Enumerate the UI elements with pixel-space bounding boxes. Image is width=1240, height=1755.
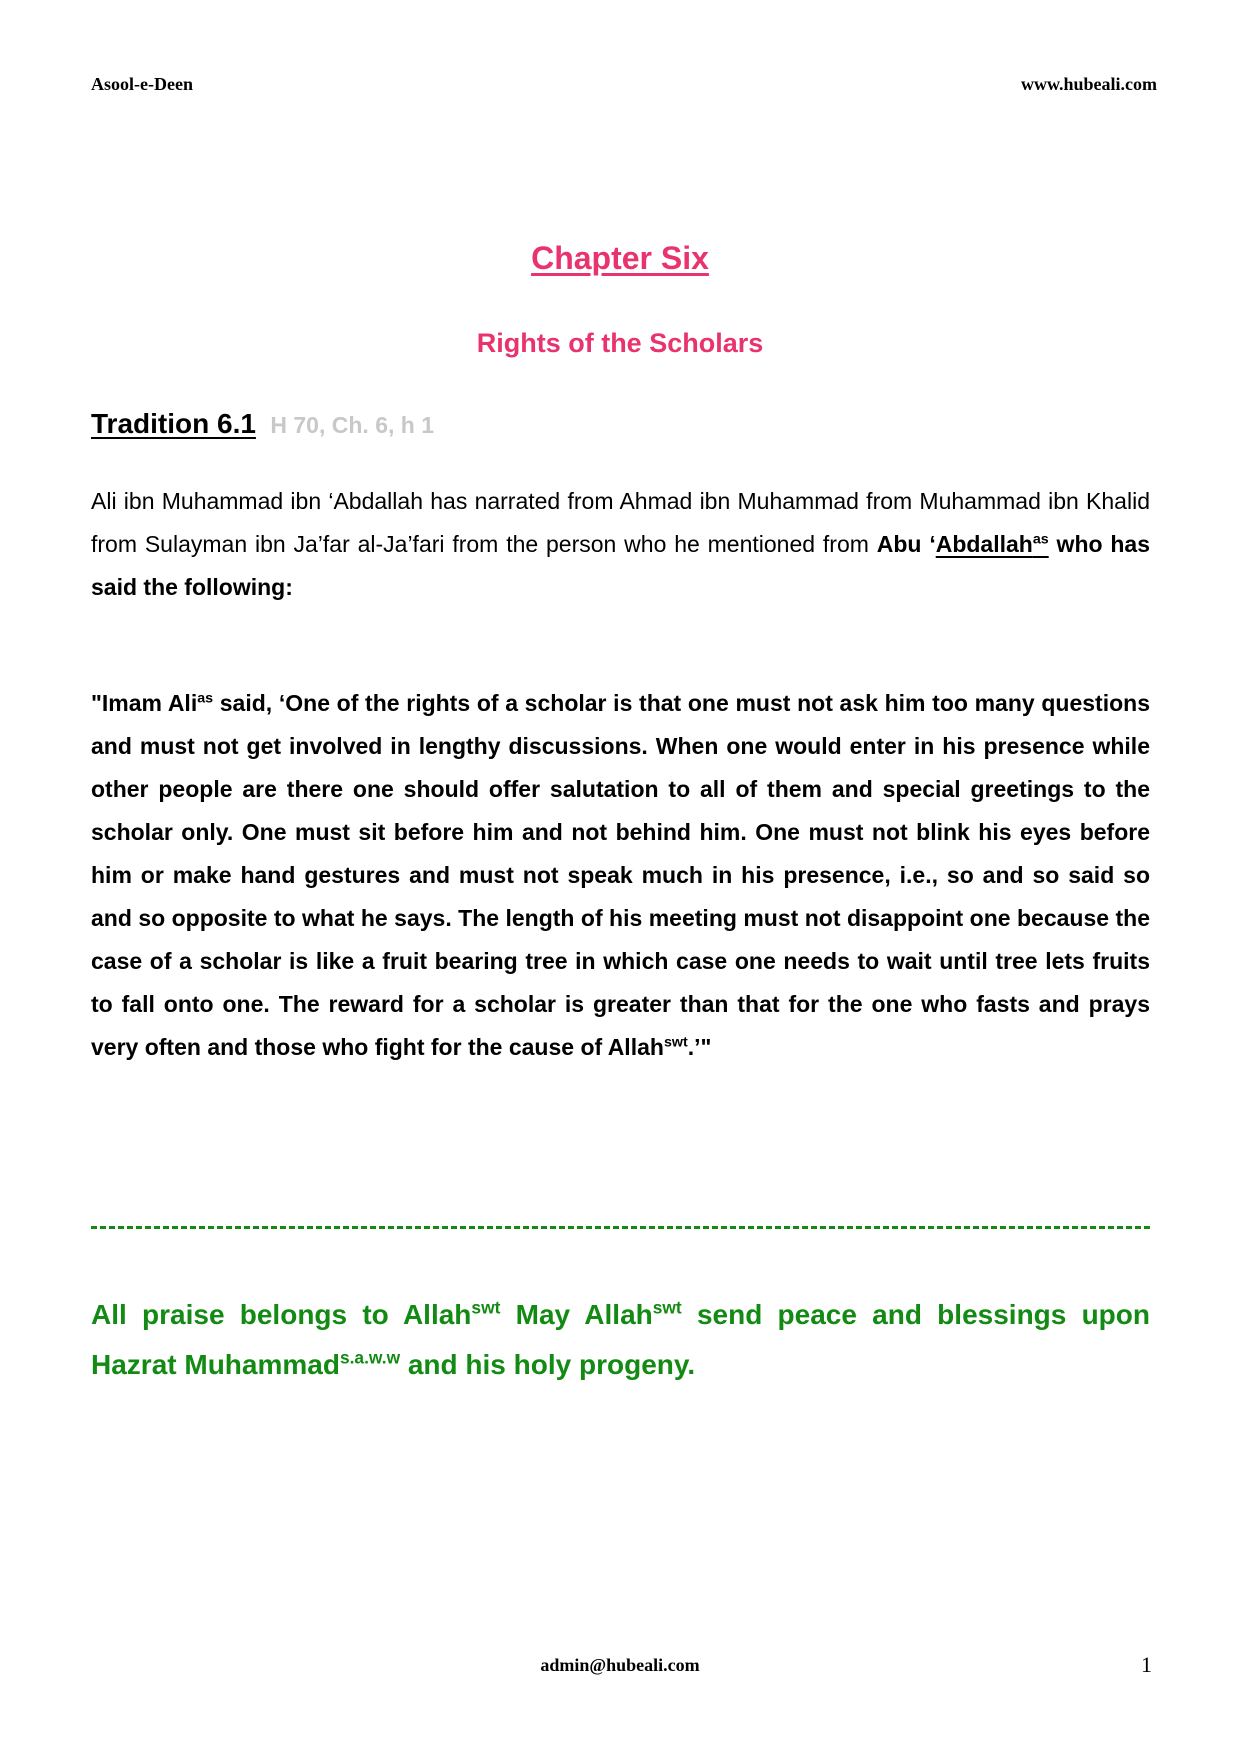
- page-number: 1: [1141, 1652, 1152, 1677]
- narration-honorific: as: [1032, 531, 1049, 548]
- chapter-subtitle: Rights of the Scholars: [476, 328, 764, 358]
- chapter-title: Chapter Six: [531, 240, 709, 276]
- dashed-divider: [91, 1226, 1150, 1229]
- praise-text-4: and his holy progeny.: [400, 1349, 696, 1380]
- tradition-heading: [91, 408, 434, 440]
- quote-closing-honorific: swt: [663, 1034, 688, 1051]
- praise-honorific-2: swt: [652, 1297, 682, 1318]
- praise-honorific-3: s.a.w.w: [339, 1347, 401, 1368]
- narration-closing: who has said the following:: [91, 531, 1151, 600]
- quote-body: said, ‘One of the rights of a scholar is that one must not ask him too many questions and must not get involved in lengthy discussions. When one would enter in his presence while other people are there one should offer salutation to all of them and special greetings to the scholar only. One must sit before him and not behind him. One must not blink his eyes before him or make hand gestures and must not speak much in his presence, i.e., so and so said so and so opposite to what he says. The length of his meeting must not disappoint one because the case of a scholar is like a fruit bearing tree in which case one needs to wait until tree lets fruits to fall onto one. The reward for a scholar is greater than that for the one who fasts and prays very often and those who fight for the cause of Allah: [91, 690, 1150, 1060]
- tradition-reference: H 70, Ch. 6, h 1: [270, 412, 434, 438]
- header-left-title: Asool-e-Deen: [91, 74, 193, 94]
- praise-text-3: send peace and blessings upon Hazrat Muhammad: [91, 1299, 1150, 1380]
- praise-text-1: All praise belongs to Allah: [91, 1299, 472, 1330]
- narration-imam-name: Abdallah$^{as}$: [935, 531, 1049, 557]
- narration-quote-mark: ‘: [929, 531, 936, 557]
- narration-text: Ali ibn Muhammad ibn ‘Abdallah has narrated from Ahmad ibn Muhammad from Muhammad ibn Khalid from Sulayman ibn Ja’far al-Ja’fari from the person who he mentioned from: [91, 488, 1150, 557]
- narration-paragraph: [91, 480, 1150, 609]
- tradition-title: Tradition 6.1: [91, 408, 256, 439]
- header-website: www.hubeali.com: [1020, 74, 1157, 94]
- praise-honorific-1: swt: [471, 1297, 501, 1318]
- quote-opening: "Imam Ali: [91, 690, 198, 716]
- quote-opening-honorific: as: [197, 690, 214, 707]
- praise-text-2: May Allah: [500, 1299, 653, 1330]
- footer-email: admin@hubeali.com: [540, 1655, 700, 1675]
- hadith-quote: [91, 682, 1150, 1069]
- narration-abu: Abu: [876, 531, 922, 557]
- quote-closing: .’": [687, 1034, 712, 1060]
- closing-praise: [91, 1290, 1150, 1390]
